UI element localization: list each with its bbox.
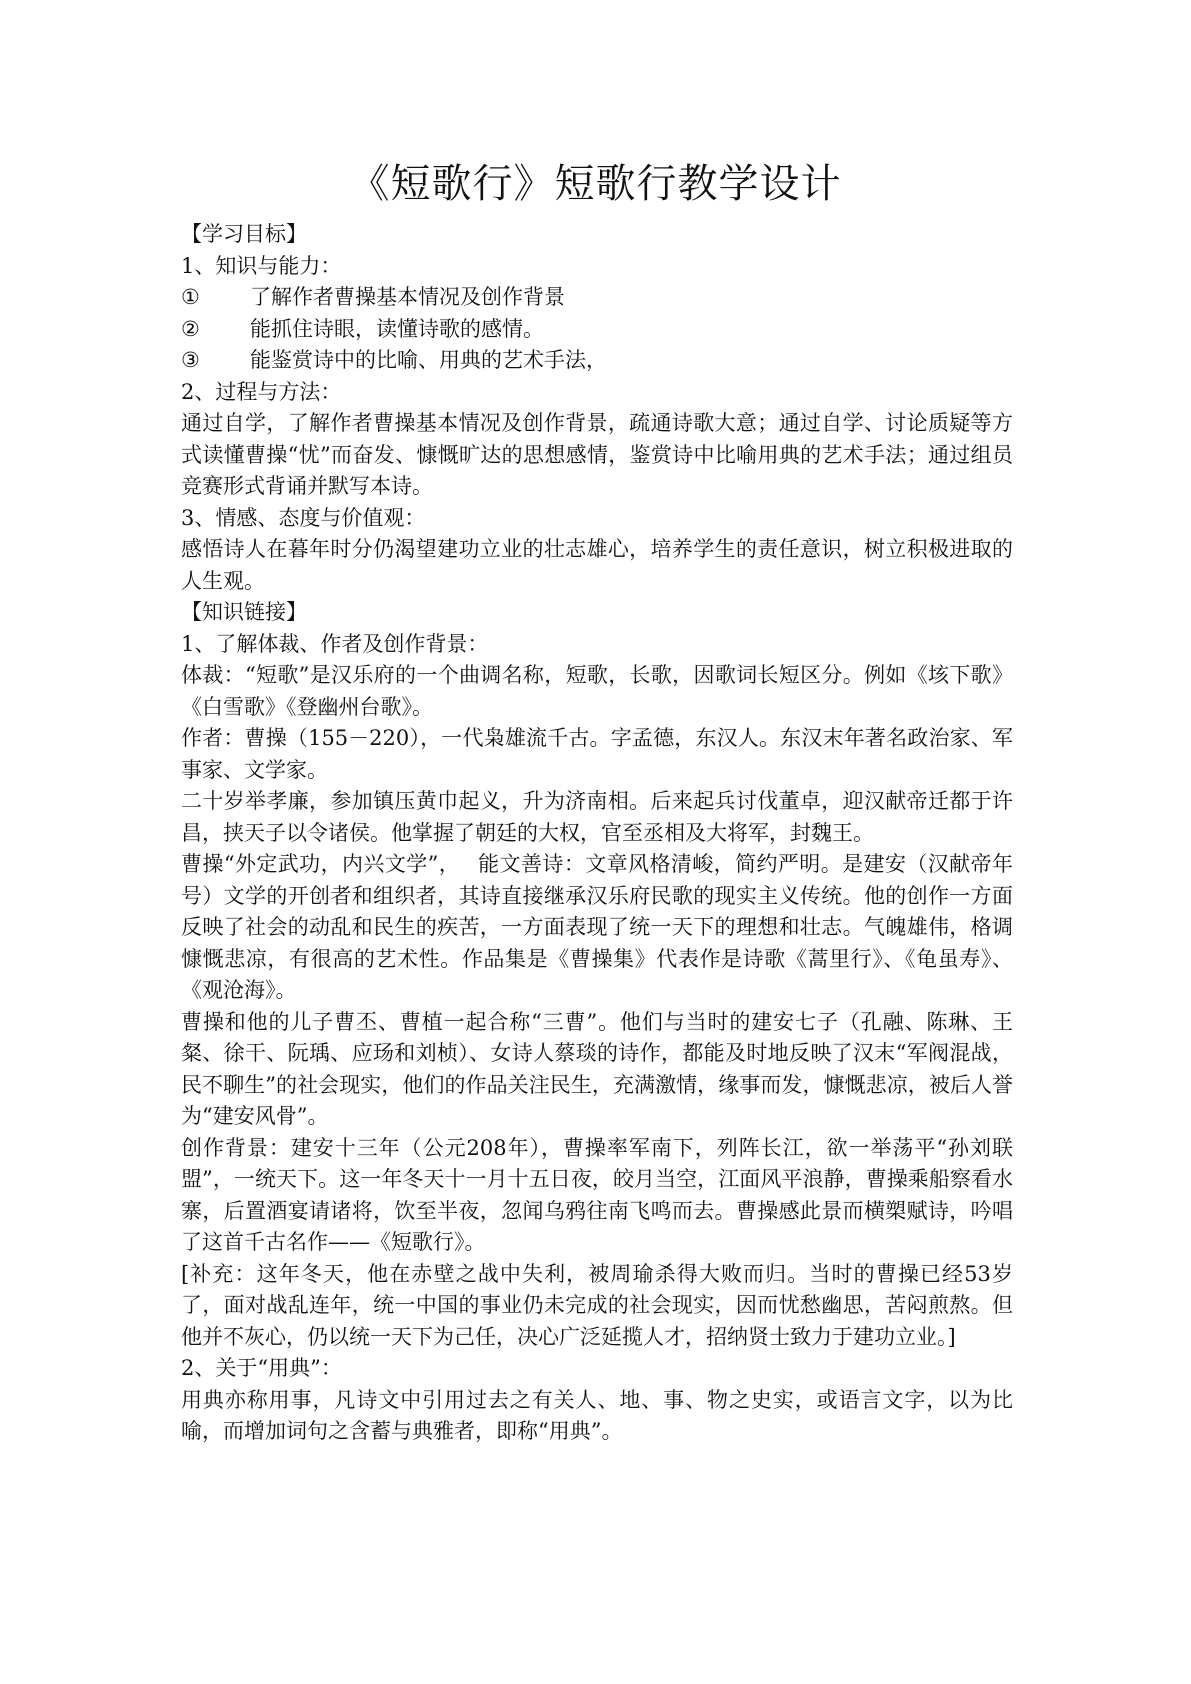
author-paragraph: 作者：曹操（155－220），一代枭雄流千古。字孟德，东汉人。东汉末年著名政治家、军事家、文学家。 — [181, 726, 1013, 782]
circled-number-3: ③ — [181, 348, 200, 372]
list-item — [181, 282, 1013, 314]
process-paragraph: 通过自学，了解作者曹操基本情况及创作背景，疏通诗歌大意；通过自学、讨论质疑等方式读懂曹操“忧”而奋发、慷慨旷达的思想感情，鉴赏诗中比喻用典的艺术手法；通过组员竞赛形式背诵并默写本诗。 — [181, 411, 1013, 498]
emotion-heading: 3、情感、态度与价值观： — [181, 505, 426, 530]
circled-number-1: ① — [181, 285, 200, 309]
knowledge-heading: 1、知识与能力： — [181, 253, 342, 278]
document-body — [181, 219, 1013, 1448]
genre-heading: 1、了解体裁、作者及创作背景： — [181, 631, 489, 656]
allusion-heading: 2、关于“用典”： — [181, 1356, 342, 1380]
list-item-text: 能抓住诗眼，读懂诗歌的感情。 — [250, 316, 544, 341]
list-item-text: 了解作者曹操基本情况及创作背景 — [250, 285, 565, 309]
list-item — [181, 345, 1013, 377]
page-title: 《短歌行》短歌行教学设计 — [349, 161, 842, 207]
process-heading: 2、过程与方法： — [181, 379, 342, 404]
allusion-paragraph: 用典亦称用事，凡诗文中引用过去之有关人、地、事、物之史实，或语言文字，以为比喻，而增加词句之含蓄与典雅者，即称“用典”。 — [181, 1387, 1013, 1443]
background-paragraph: 创作背景：建安十三年（公元208年），曹操率军南下，列阵长江，欲一举荡平“孙刘联盟”，一统天下。这一年冬天十一月十五日夜，皎月当空，江面风平浪静，曹操乘船察看水寨，后置酒宴请诸将，饮至半夜，忽闻乌鸦往南飞鸣而去。曹操感此景而横槊赋诗，吟唱了这首千古名作——《短歌行》。 — [181, 1135, 1013, 1254]
life-paragraph: 二十岁举孝廉，参加镇压黄巾起义，升为济南相。后来起兵讨伐董卓，迎汉献帝迁都于许昌，挟天子以令诸侯。他掌握了朝廷的大权，官至丞相及大将军，封魏王。 — [181, 789, 1013, 845]
emotion-paragraph: 感悟诗人在暮年时分仍渴望建功立业的壮志雄心，培养学生的责任意识，树立积极进取的人生观。 — [181, 537, 1013, 593]
literature-paragraph: 曹操“外定武功，内兴文学”， 能文善诗：文章风格清峻，简约严明。是建安（汉献帝年号）文学的开创者和组织者，其诗直接继承汉乐府民歌的现实主义传统。他的创作一方面反映了社会的动乱和民生的疾苦，一方面表现了统一天下的理想和壮志。气魄雄伟，格调慷慨悲凉，有很高的艺术性。作品集是《曹操集》代表作是诗歌《蒿里行》、《龟虽寿》、《观沧海》。 — [181, 852, 1013, 1002]
list-item-text: 能鉴赏诗中的比喻、用典的艺术手法， — [250, 348, 607, 372]
three-cao-paragraph: 曹操和他的儿子曹丕、曹植一起合称“三曹”。他们与当时的建安七子（孔融、陈琳、王粲、徐干、阮瑀、应玚和刘桢）、女诗人蔡琰的诗作，都能及时地反映了汉末“军阀混战，民不聊生”的社会现实，他们的作品关注民生，充满激情，缘事而发，慷慨悲凉，被后人誉为“建安风骨”。 — [181, 1009, 1013, 1128]
circled-number-2: ② — [181, 316, 200, 341]
objectives-heading: 【学习目标】 — [181, 222, 307, 246]
list-item — [181, 314, 1013, 346]
links-heading: 【知识链接】 — [181, 600, 307, 624]
supplement-paragraph: [补充：这年冬天，他在赤壁之战中失利，被周瑜杀得大败而归。当时的曹操已经53岁了，面对战乱连年，统一中国的事业仍未完成的社会现实，因而忧愁幽思，苦闷煎熬。但他并不灰心，仍以统一天下为己任，决心广泛延揽人才，招纳贤士致力于建功立业。] — [181, 1261, 1013, 1349]
genre-paragraph: 体裁：“短歌”是汉乐府的一个曲调名称，短歌，长歌，因歌词长短区分。例如《垓下歌》《白雪歌》《登幽州台歌》。 — [181, 663, 1013, 719]
